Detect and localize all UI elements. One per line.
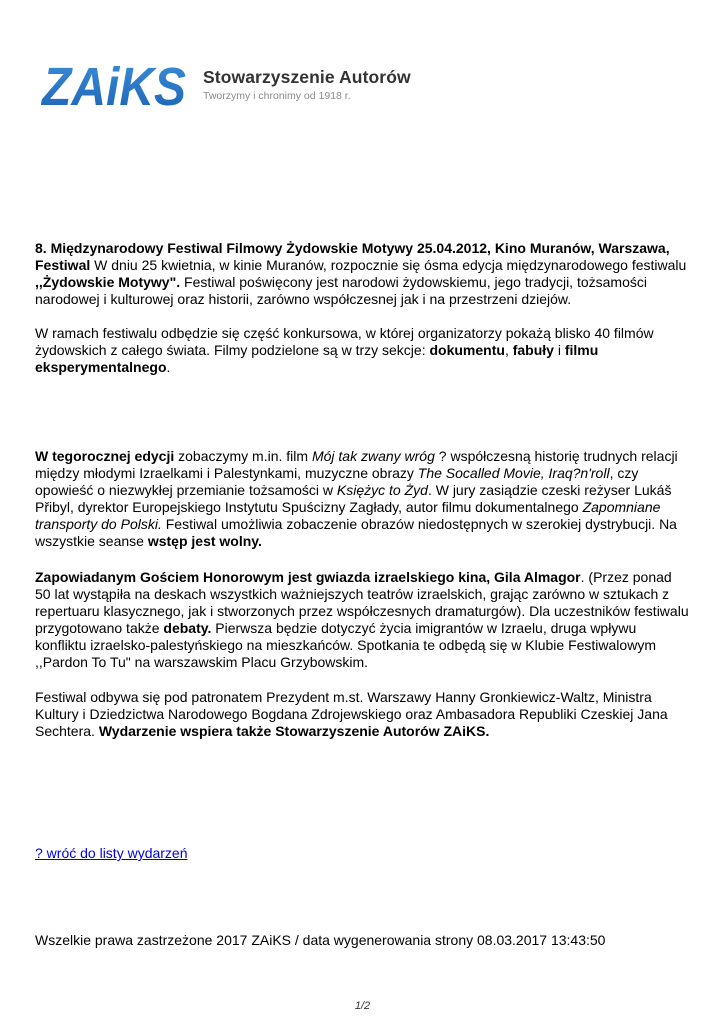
section-documentary: dokumentu <box>429 342 505 358</box>
text: W dniu 25 kwietnia, w kinie Muranów, rozpocznie się ósma edycja międzynarodowego festiwalu <box>90 257 687 273</box>
film-title: Księżyc to Żyd <box>336 482 428 498</box>
bold-text: debaty. <box>163 620 212 636</box>
film-title: Zapomniane transporty do Polski. <box>35 499 661 532</box>
text: ? współczesną historię trudnych relacji między młodymi Izraelkami i Palestynkami, muzyczne obrazy <box>35 448 678 481</box>
text: Pierwsza będzie dotyczyć życia imigrantów w Izraelu, druga wpływu konfliktu izraelsko-palestyńskiego na mieszkańców. Spotkania te odbędą się w Klubie Festiwalowym ,,Pardon To Tu" na warszawskim Placu Grzybowskim. <box>35 620 656 670</box>
section-feature: fabuły <box>512 342 554 358</box>
text: Festiwal umożliwia zobaczenie obrazów niedostępnych w szerokiej dystrybucji. Na wszystkie seanse <box>35 516 677 549</box>
film-title: The Socalled Movie, Iraq?n'roll <box>417 465 610 481</box>
text: i <box>553 342 565 358</box>
text: , <box>504 342 513 358</box>
text: Festiwal odbywa się pod patronatem Prezydent m.st. Warszawy Hanny Gronkiewicz-Waltz, Ministra Kultury i Dziedzictwa Narodowego Bogdana Zdrojewskiego oraz Ambasadora Republiki Czeskiej Jana Sechtera. <box>35 689 668 739</box>
bold-text: Zapowiadanym Gościem Honorowym jest gwiazda izraelskiego kina, Gila Almagor <box>35 569 581 585</box>
article-title: 8. Międzynarodowy Festiwal Filmowy Żydowskie Motywy 25.04.2012, Kino Muranów, Warszawa, Festiwal <box>35 240 670 273</box>
bold-text: W tegorocznej edycji <box>35 448 175 464</box>
org-name: Stowarzyszenie Autorów <box>203 67 411 87</box>
bold-text: Wydarzenie wspiera także Stowarzyszenie Autorów ZAiKS. <box>98 723 490 739</box>
section-experimental: filmu eksperymentalnego <box>35 342 599 375</box>
text: . (Przez ponad 50 lat wystąpiła na deskach wszystkich ważniejszych teatrów izraelskich, grając zarówno w sztukach z repertuaru klasycznego, jak i stworzonych przez współczesnych dramaturgów). Dla uczestników festiwalu przygotowano także <box>35 569 689 636</box>
svg-text:ZAiKS: ZAiKS <box>40 58 186 110</box>
zaiks-logo <box>40 58 190 110</box>
festival-name: ,,Żydowskie Motywy". <box>35 274 181 290</box>
text: . W jury zasiądzie czeski reżyser Lukáš Přibyl, dyrektor Europejskiego Instytutu Spuścizny Zagłady, autor filmu dokumentalnego <box>35 482 672 515</box>
article-paragraph-guest <box>35 569 690 671</box>
text: zobaczymy m.in. film <box>174 448 312 464</box>
article-paragraph-intro <box>35 240 690 308</box>
footer-copyright: Wszelkie prawa zastrzeżone 2017 ZAiKS / data wygenerowania strony 08.03.2017 13:43:50 <box>35 932 606 948</box>
article-paragraph-program <box>35 448 695 550</box>
text: W ramach festiwalu odbędzie się część konkursowa, w której organizatorzy pokażą blisko 40 filmów żydowskich z całego świata. Filmy podzielone są w trzy sekcje: <box>35 325 654 358</box>
text: . <box>166 359 171 375</box>
page-number: 1/2 <box>354 1000 371 1012</box>
page-header <box>40 58 440 110</box>
text: Festiwal poświęcony jest narodowi żydowskiemu, jego tradycji, tożsamości narodowej i kulturowej oraz historii, zarówno współczesnej jak i na przestrzeni dziejów. <box>35 274 647 307</box>
org-tagline: Tworzymy i chronimy od 1918 r. <box>203 90 351 102</box>
article-paragraph-patronage <box>35 689 690 740</box>
text: , czy opowieść o niezwykłej przemianie tożsamości w <box>35 465 639 498</box>
bold-text: wstęp jest wolny. <box>147 533 262 549</box>
back-to-events-link[interactable]: ? wróć do listy wydarzeń <box>35 845 188 861</box>
film-title: Mój tak zwany wróg <box>311 448 435 464</box>
article-paragraph-competition <box>35 325 690 376</box>
